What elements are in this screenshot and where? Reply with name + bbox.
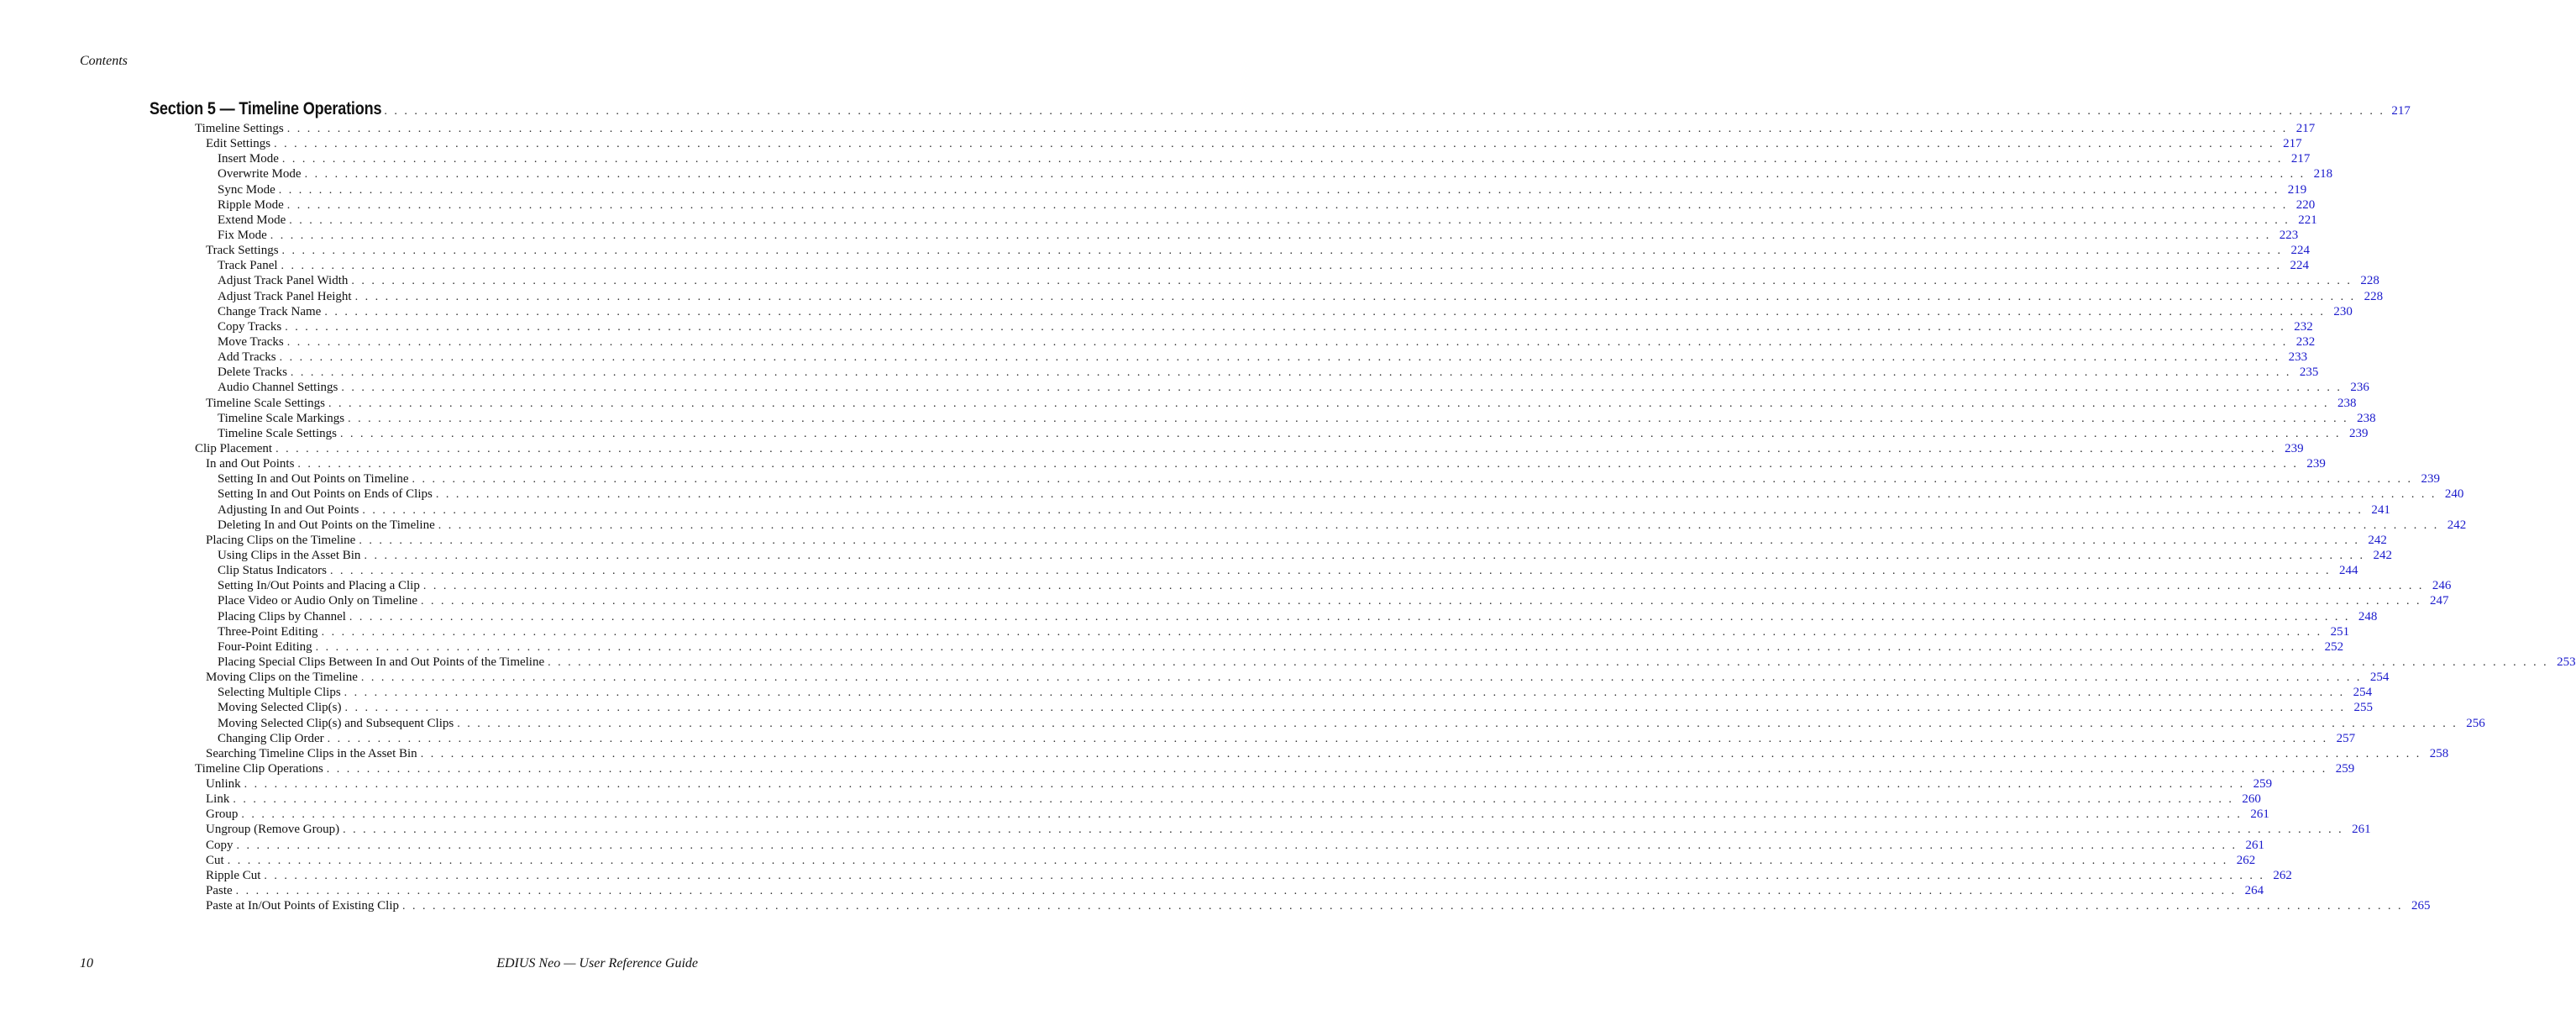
toc-entry-label: Setting In/Out Points and Placing a Clip bbox=[218, 579, 420, 593]
toc-entry[interactable] bbox=[218, 577, 2452, 593]
toc-entry-page[interactable]: 217 bbox=[2290, 152, 2311, 166]
dot-leader: . . . . . . . . . . . . . . . . . . . . . . . . . . . . . . . . . . . . . . . . . . . . . . . . . . . . . . . . . . . . . . . . . . . . . . . . . . . . . . . . . . . . . . . . . . . . . . . . . . . . . . . . . . . . . . . . . . . . . . . . . . . . . . . . . . . . . . . . . . . . . . . . . . . . . . . . . . . . . . . . . . . . . . . . . . . . . . . . . . . . . . . . . . . . . . . . . . . . . . . bbox=[402, 900, 2404, 913]
dot-leader: . . . . . . . . . . . . . . . . . . . . . . . . . . . . . . . . . . . . . . . . . . . . . . . . . . . . . . . . . . . . . . . . . . . . . . . . . . . . . . . . . . . . . . . . . . . . . . . . . . . . . . . . . . . . . . . . . . . . . . . . . . . . . . . . . . . . . . . . . . . . . . . . . . . . . . . . . . . . . . . . . . . . . . . . . . . . . . . . . . . . . . . . . . . . . . . . . . . . . . . bbox=[315, 640, 2316, 654]
toc-entry-page[interactable]: 262 bbox=[2273, 868, 2292, 882]
toc-entry[interactable] bbox=[206, 897, 2431, 913]
toc-entry-label: Moving Selected Clip(s) bbox=[218, 701, 342, 715]
toc-entry-label: Placing Clips by Channel bbox=[218, 609, 346, 623]
dot-leader: . . . . . . . . . . . . . . . . . . . . . . . . . . . . . . . . . . . . . . . . . . . . . . . . . . . . . . . . . . . . . . . . . . . . . . . . . . . . . . . . . . . . . . . . . . . . . . . . . . . . . . . . . . . . . . . . . . . . . . . . . . . . . . . . . . . . . . . . . . . . . . . . . . . . . . . . . . . . . . . . . . . . . . . . . . . . . . . . . . . . . . . . . . . . . . . . . . . . . . . bbox=[281, 260, 2282, 273]
toc-entry-page[interactable]: 257 bbox=[2336, 731, 2356, 745]
dot-leader: . . . . . . . . . . . . . . . . . . . . . . . . . . . . . . . . . . . . . . . . . . . . . . . . . . . . . . . . . . . . . . . . . . . . . . . . . . . . . . . . . . . . . . . . . . . . . . . . . . . . . . . . . . . . . . . . . . . . . . . . . . . . . . . . . . . . . . . . . . . . . . . . . . . . . . . . . . . . . . . . . . . . . . . . . . . . . . . . . . . . . . . . . . . . . . . . . . . . . . . bbox=[304, 168, 2306, 181]
toc-entry-label: Ripple Cut bbox=[206, 868, 261, 882]
toc-entry[interactable] bbox=[218, 730, 2356, 745]
toc-entry-label: Four-Point Editing bbox=[218, 639, 312, 654]
toc-entry[interactable] bbox=[218, 288, 2384, 303]
toc-entry-label: Paste at In/Out Points of Existing Clip bbox=[206, 899, 400, 913]
toc-entry-page[interactable]: 233 bbox=[2288, 350, 2308, 365]
toc-entry-page[interactable]: 235 bbox=[2299, 366, 2319, 380]
toc-entry-page[interactable]: 251 bbox=[2330, 624, 2350, 639]
toc-entry-page[interactable]: 252 bbox=[2324, 639, 2344, 654]
toc-entry-page[interactable]: 246 bbox=[2432, 579, 2452, 593]
toc-entry-page[interactable]: 238 bbox=[2337, 396, 2357, 410]
toc-entry[interactable] bbox=[218, 654, 2576, 669]
toc-entry-label: Copy bbox=[206, 838, 233, 852]
dot-leader: . . . . . . . . . . . . . . . . . . . . . . . . . . . . . . . . . . . . . . . . . . . . . . . . . . . . . . . . . . . . . . . . . . . . . . . . . . . . . . . . . . . . . . . . . . . . . . . . . . . . . . . . . . . . . . . . . . . . . . . . . . . . . . . . . . . . . . . . . . . . . . . . . . . . . . . . . . . . . . . . . . . . . . . . . . . . . . . . . . . . . . . . . . . . . . . . . . . . . . . bbox=[286, 198, 2288, 212]
dot-leader: . . . . . . . . . . . . . . . . . . . . . . . . . . . . . . . . . . . . . . . . . . . . . . . . . . . . . . . . . . . . . . . . . . . . . . . . . . . . . . . . . . . . . . . . . . . . . . . . . . . . . . . . . . . . . . . . . . . . . . . . . . . . . . . . . . . . . . . . . . . . . . . . . . . . . . . . . . . . . . . . . . . . . . . . . . . . . . . . . . . . . . . . . . . . . . . . . . . . . . . bbox=[233, 793, 2234, 807]
toc-entry-label: Overwrite Mode bbox=[218, 167, 302, 181]
toc-entry-page[interactable]: 261 bbox=[2352, 823, 2371, 837]
toc-entry-label: Setting In and Out Points on Timeline bbox=[218, 472, 409, 487]
dot-leader: . . . . . . . . . . . . . . . . . . . . . . . . . . . . . . . . . . . . . . . . . . . . . . . . . . . . . . . . . . . . . . . . . . . . . . . . . . . . . . . . . . . . . . . . . . . . . . . . . . . . . . . . . . . . . . . . . . . . . . . . . . . . . . . . . . . . . . . . . . . . . . . . . . . . . . . . . . . . . . . . . . . . . . . . . . . . . . . . . . . . . . . . . . . . . . . . . . . . . . . bbox=[354, 290, 2356, 303]
toc-entry-label: Paste bbox=[206, 884, 233, 897]
toc-entry[interactable] bbox=[206, 791, 2261, 807]
dot-leader: . . . . . . . . . . . . . . . . . . . . . . . . . . . . . . . . . . . . . . . . . . . . . . . . . . . . . . . . . . . . . . . . . . . . . . . . . . . . . . . . . . . . . . . . . . . . . . . . . . . . . . . . . . . . . . . . . . . . . . . . . . . . . . . . . . . . . . . . . . . . . . . . . . . . . . . . . . . . . . . . . . . . . . . . . . . . . . . . . . . . . . . . . . . . . . . . . . . . . . . bbox=[274, 138, 2275, 151]
toc-entry-page[interactable]: 241 bbox=[2371, 502, 2390, 517]
toc-entry-page[interactable]: 253 bbox=[2557, 655, 2576, 669]
toc-entry[interactable] bbox=[206, 669, 2390, 684]
toc-entry[interactable] bbox=[218, 364, 2319, 380]
dot-leader: . . . . . . . . . . . . . . . . . . . . . . . . . . . . . . . . . . . . . . . . . . . . . . . . . . . . . . . . . . . . . . . . . . . . . . . . . . . . . . . . . . . . . . . . . . . . . . . . . . . . . . . . . . . . . . . . . . . . . . . . . . . . . . . . . . . . . . . . . . . . . . . . . . . . . . . . . . . . . . . . . . . . . . . . . . . . . . . . . . . . . . . . . . . . . . . . . . . . . . . bbox=[421, 595, 2421, 608]
toc-entry-label: Move Tracks bbox=[218, 335, 284, 349]
toc-entry-label: Track Settings bbox=[206, 244, 279, 258]
toc-entry[interactable] bbox=[195, 440, 2304, 455]
dot-leader: . . . . . . . . . . . . . . . . . . . . . . . . . . . . . . . . . . . . . . . . . . . . . . . . . . . . . . . . . . . . . . . . . . . . . . . . . . . . . . . . . . . . . . . . . . . . . . . . . . . . . . . . . . . . . . . . . . . . . . . . . . . . . . . . . . . . . . . . . . . . . . . . . . . . . . . . . . . . . . . . . . . . . . . . . . . . . . . . . . . . . . . . . . . . . . . . . . . . . . . bbox=[422, 580, 2424, 593]
toc-entry-page[interactable]: 254 bbox=[2353, 686, 2373, 700]
toc-entry-page[interactable]: 223 bbox=[2279, 229, 2299, 242]
toc-entry[interactable] bbox=[218, 425, 2369, 440]
toc-entry[interactable] bbox=[218, 410, 2376, 425]
toc-entry[interactable] bbox=[206, 242, 2311, 258]
toc-entry-label: Ungroup (Remove Group) bbox=[206, 823, 340, 837]
toc-entry-page[interactable]: 262 bbox=[2236, 853, 2256, 867]
toc-entry-page[interactable]: 219 bbox=[2287, 182, 2307, 197]
toc-entry-label: Moving Selected Clip(s) and Subsequent Clips bbox=[218, 716, 454, 730]
toc-entry-page[interactable]: 264 bbox=[2244, 884, 2264, 897]
dot-leader: . . . . . . . . . . . . . . . . . . . . . . . . . . . . . . . . . . . . . . . . . . . . . . . . . . . . . . . . . . . . . . . . . . . . . . . . . . . . . . . . . . . . . . . . . . . . . . . . . . . . . . . . . . . . . . . . . . . . . . . . . . . . . . . . . . . . . . . . . . . . . . . . . . . . . . . . . . . . . . . . . . . . . . . . . . . . . . . . . . . . . . . . . . . . . . . . . . . . . . . bbox=[281, 245, 2283, 258]
toc-entry-label: Using Clips in the Asset Bin bbox=[218, 548, 361, 562]
toc-entry[interactable] bbox=[206, 806, 2269, 822]
toc-entry-page[interactable]: 230 bbox=[2333, 304, 2353, 318]
toc-entry-page[interactable]: 259 bbox=[2253, 777, 2273, 791]
toc-entry-page[interactable]: 218 bbox=[2313, 167, 2333, 181]
toc-entry-page[interactable]: 220 bbox=[2295, 197, 2316, 212]
toc-entry[interactable] bbox=[218, 562, 2358, 578]
toc-entry-page[interactable]: 228 bbox=[2360, 274, 2379, 288]
dot-leader: . . . . . . . . . . . . . . . . . . . . . . . . . . . . . . . . . . . . . . . . . . . . . . . . . . . . . . . . . . . . . . . . . . . . . . . . . . . . . . . . . . . . . . . . . . . . . . . . . . . . . . . . . . . . . . . . . . . . . . . . . . . . . . . . . . . . . . . . . . . . . . . . . . . . . . . . . . . . . . . . . . . . . . . . . . . . . . . . . . . . . . . . . . . . . . . . . . . . . . . bbox=[438, 518, 2439, 532]
section-heading-label: Section 5 — Timeline Operations bbox=[150, 99, 382, 118]
toc-entry[interactable] bbox=[206, 745, 2449, 760]
dot-leader: . . . . . . . . . . . . . . . . . . . . . . . . . . . . . . . . . . . . . . . . . . . . . . . . . . . . . . . . . . . . . . . . . . . . . . . . . . . . . . . . . . . . . . . . . . . . . . . . . . . . . . . . . . . . . . . . . . . . . . . . . . . . . . . . . . . . . . . . . . . . . . . . . . . . . . . . . . . . . . . . . . . . . . . . . . . . . . . . . . . . . . . . . . . . . . . . . . . . . . . bbox=[339, 427, 2341, 440]
dot-leader: . . . . . . . . . . . . . . . . . . . . . . . . . . . . . . . . . . . . . . . . . . . . . . . . . . . . . . . . . . . . . . . . . . . . . . . . . . . . . . . . . . . . . . . . . . . . . . . . . . . . . . . . . . . . . . . . . . . . . . . . . . . . . . . . . . . . . . . . . . . . . . . . . . . . . . . . . . . . . . . . . . . . . . . . . . . . . . . . . . . . . . . . . . . . . . . . . . . . . . . bbox=[244, 778, 2245, 791]
toc-entry[interactable] bbox=[206, 882, 2264, 897]
dot-leader: . . . . . . . . . . . . . . . . . . . . . . . . . . . . . . . . . . . . . . . . . . . . . . . . . . . . . . . . . . . . . . . . . . . . . . . . . . . . . . . . . . . . . . . . . . . . . . . . . . . . . . . . . . . . . . . . . . . . . . . . . . . . . . . . . . . . . . . . . . . . . . . . . . . . . . . . . . . . . . . . . . . . . . . . . . . . . . . . . . . . . . . . . . . . . . . . . . . . . . . bbox=[348, 412, 2349, 425]
toc-entry[interactable] bbox=[218, 303, 2353, 318]
page-number: 10 bbox=[80, 956, 93, 971]
dot-leader: . . . . . . . . . . . . . . . . . . . . . . . . . . . . . . . . . . . . . . . . . . . . . . . . . . . . . . . . . . . . . . . . . . . . . . . . . . . . . . . . . . . . . . . . . . . . . . . . . . . . . . . . . . . . . . . . . . . . . . . . . . . . . . . . . . . . . . . . . . . . . . . . . . . . . . . . . . . . . . . . . . . . . . . . . . . . . . . . . . . . . . . . . . . . . . . . . . . . . . . bbox=[236, 839, 2238, 852]
dot-leader: . . . . . . . . . . . . . . . . . . . . . . . . . . . . . . . . . . . . . . . . . . . . . . . . . . . . . . . . . . . . . . . . . . . . . . . . . . . . . . . . . . . . . . . . . . . . . . . . . . . . . . . . . . . . . . . . . . . . . . . . . . . . . . . . . . . . . . . . . . . . . . . . . . . . . . . . . . . . . . . . . . . . . . . . . . . . . . . . . . . . . . . . . . . . . . . . . . . . . . . bbox=[278, 183, 2280, 197]
toc-entry[interactable] bbox=[195, 120, 2316, 135]
toc-entry-page[interactable]: 232 bbox=[2294, 319, 2313, 334]
dot-leader: . . . . . . . . . . . . . . . . . . . . . . . . . . . . . . . . . . . . . . . . . . . . . . . . . . . . . . . . . . . . . . . . . . . . . . . . . . . . . . . . . . . . . . . . . . . . . . . . . . . . . . . . . . . . . . . . . . . . . . . . . . . . . . . . . . . . . . . . . . . . . . . . . . . . . . . . . . . . . . . . . . . . . . . . . . . . . . . . . . . . . . . . . . . . . . . . . . . . . . . bbox=[270, 229, 2271, 242]
toc-entry-label: Add Tracks bbox=[218, 350, 276, 365]
toc-entry-label: Adjust Track Panel Height bbox=[218, 289, 352, 303]
section-heading-page[interactable]: 217 bbox=[2391, 104, 2411, 118]
dot-leader: . . . . . . . . . . . . . . . . . . . . . . . . . . . . . . . . . . . . . . . . . . . . . . . . . . . . . . . . . . . . . . . . . . . . . . . . . . . . . . . . . . . . . . . . . . . . . . . . . . . . . . . . . . . . . . . . . . . . . . . . . . . . . . . . . . . . . . . . . . . . . . . . . . . . . . . . . . . . . . . . . . . . . . . . . . . . . . . . . . . . . . . . . . . . . . . . . . . . . . . bbox=[286, 336, 2288, 349]
toc-entry[interactable] bbox=[206, 135, 2302, 151]
toc-entry-label: Sync Mode bbox=[218, 182, 275, 197]
toc-entry-page[interactable]: 224 bbox=[2290, 259, 2310, 273]
dot-leader: . . . . . . . . . . . . . . . . . . . . . . . . . . . . . . . . . . . . . . . . . . . . . . . . . . . . . . . . . . . . . . . . . . . . . . . . . . . . . . . . . . . . . . . . . . . . . . . . . . . . . . . . . . . . . . . . . . . . . . . . . . . . . . . . . . . . . . . . . . . . . . . . . . . . . . . . . . . . . . . . . . . . . . . . . . . . . . . . . . . . . . . . . . . . . . . . . . . . . . . bbox=[412, 473, 2413, 487]
toc-entry-page[interactable]: 236 bbox=[2350, 381, 2369, 395]
toc-entry-page[interactable]: 244 bbox=[2339, 564, 2358, 578]
toc-entry-label: Setting In and Out Points on Ends of Clips bbox=[218, 487, 433, 502]
toc-entry-label: Adjusting In and Out Points bbox=[218, 502, 359, 517]
dot-leader: . . . . . . . . . . . . . . . . . . . . . . . . . . . . . . . . . . . . . . . . . . . . . . . . . . . . . . . . . . . . . . . . . . . . . . . . . . . . . . . . . . . . . . . . . . . . . . . . . . . . . . . . . . . . . . . . . . . . . . . . . . . . . . . . . . . . . . . . . . . . . . . . . . . . . . . . . . . . . . . . . . . . . . . . . . . . . . . . . . . . . . . . . . . . . . . . . . . . . . . bbox=[343, 823, 2344, 837]
toc-entry-label: Link bbox=[206, 792, 230, 807]
toc-entry[interactable] bbox=[218, 517, 2467, 532]
toc-entry[interactable] bbox=[218, 547, 2392, 562]
toc-entry-label: In and Out Points bbox=[206, 457, 295, 471]
dot-leader: . . . . . . . . . . . . . . . . . . . . . . . . . . . . . . . . . . . . . . . . . . . . . . . . . . . . . . . . . . . . . . . . . . . . . . . . . . . . . . . . . . . . . . . . . . . . . . . . . . . . . . . . . . . . . . . . . . . . . . . . . . . . . . . . . . . . . . . . . . . . . . . . . . . . . . . . . . . . . . . . . . . . . . . . . . . . . . . . . . . . . . . . . . . . . . . . . . . . . . . bbox=[344, 702, 2346, 715]
dot-leader: . . . . . . . . . . . . . . . . . . . . . . . . . . . . . . . . . . . . . . . . . . . . . . . . . . . . . . . . . . . . . . . . . . . . . . . . . . . . . . . . . . . . . . . . . . . . . . . . . . . . . . . . . . . . . . . . . . . . . . . . . . . . . . . . . . . . . . . . . . . . . . . . . . . . . . . . . . . . . . . . . . . . . . . . . . . . . . . . . . . . . . . . . . . . . . . . . . . . . . . bbox=[435, 488, 2437, 502]
toc-entry[interactable] bbox=[218, 349, 2308, 365]
toc-entry-label: Edit Settings bbox=[206, 137, 271, 151]
toc-entry-label: Timeline Scale Settings bbox=[218, 426, 337, 440]
toc-entry[interactable] bbox=[218, 608, 2378, 623]
dot-leader: . . . . . . . . . . . . . . . . . . . . . . . . . . . . . . . . . . . . . . . . . . . . . . . . . . . . . . . . . . . . . . . . . . . . . . . . . . . . . . . . . . . . . . . . . . . . . . . . . . . . . . . . . . . . . . . . . . . . . . . . . . . . . . . . . . . . . . . . . . . . . . . . . . . . . . . . . . . . . . . . . . . . . . . . . . . . . . . . . . . . . . . . . . . . . . . . . . . . . . . bbox=[359, 534, 2360, 547]
toc-entry[interactable] bbox=[218, 212, 2317, 227]
toc-entry-label: Unlink bbox=[206, 777, 241, 791]
toc-entry[interactable] bbox=[195, 760, 2355, 776]
toc-entry-label: Three-Point Editing bbox=[218, 624, 318, 639]
dot-leader: . . . . . . . . . . . . . . . . . . . . . . . . . . . . . . . . . . . . . . . . . . . . . . . . . . . . . . . . . . . . . . . . . . . . . . . . . . . . . . . . . . . . . . . . . . . . . . . . . . . . . . . . . . . . . . . . . . . . . . . . . . . . . . . . . . . . . . . . . . . . . . . . . . . . . . . . . . . . . . . . . . . . . . . . . . . . . . . . . . . . . . . . . . . . . . . . . . . . . . . bbox=[279, 351, 2280, 365]
toc-entry[interactable] bbox=[206, 776, 2273, 791]
toc-entry-label: Searching Timeline Clips in the Asset Bin bbox=[206, 746, 417, 760]
toc-entry[interactable] bbox=[218, 592, 2449, 608]
running-head: Contents bbox=[80, 54, 128, 68]
dot-leader: . . . . . . . . . . . . . . . . . . . . . . . . . . . . . . . . . . . . . . . . . . . . . . . . . . . . . . . . . . . . . . . . . . . . . . . . . . . . . . . . . . . . . . . . . . . . . . . . . . . . . . . . . . . . . . . . . . . . . . . . . . . . . . . . . . . . . . . . . . . . . . . . . . . . . . . . . . . . . . . . . . . . . . . . . . . . . . . . . . . . . . . . . . . . . . . . . . . . . . . bbox=[351, 275, 2353, 288]
dot-leader: . . . . . . . . . . . . . . . . . . . . . . . . . . . . . . . . . . . . . . . . . . . . . . . . . . . . . . . . . . . . . . . . . . . . . . . . . . . . . . . . . . . . . . . . . . . . . . . . . . . . . . . . . . . . . . . . . . . . . . . . . . . . . . . . . . . . . . . . . . . . . . . . . . . . . . . . . . . . . . . . . . . . . . . . . . . . . . . . . . . . . . . . . . . . . . . . . . . . . . . bbox=[341, 381, 2343, 395]
toc-entry-page[interactable]: 239 bbox=[2285, 441, 2304, 455]
toc-entry[interactable] bbox=[206, 867, 2292, 882]
toc-entry-label: Place Video or Audio Only on Timeline bbox=[218, 594, 417, 608]
toc-entry[interactable] bbox=[206, 837, 2265, 852]
dot-leader: . . . . . . . . . . . . . . . . . . . . . . . . . . . . . . . . . . . . . . . . . . . . . . . . . . . . . . . . . . . . . . . . . . . . . . . . . . . . . . . . . . . . . . . . . . . . . . . . . . . . . . . . . . . . . . . . . . . . . . . . . . . . . . . . . . . . . . . . . . . . . . . . . . . . . . . . . . . . . . . . . . . . . . . . . . . . . . . . . . . . . . . . . . . . . . . . . . . . . . . bbox=[457, 717, 2458, 730]
toc-entry-label: Adjust Track Panel Width bbox=[218, 274, 349, 288]
toc-entry-page[interactable]: 247 bbox=[2430, 594, 2449, 608]
toc-entry-label: Timeline Settings bbox=[195, 122, 284, 135]
toc-entry-label: Clip Placement bbox=[195, 441, 273, 455]
dot-leader: . . . . . . . . . . . . . . . . . . . . . . . . . . . . . . . . . . . . . . . . . . . . . . . . . . . . . . . . . . . . . . . . . . . . . . . . . . . . . . . . . . . . . . . . . . . . . . . . . . . . . . . . . . . . . . . . . . . . . . . . . . . . . . . . . . . . . . . . . . . . . . . . . . . . . . . . . . . . . . . . . . . . . . . . . . . . . . . . . . . . . . . . . . . . . . . . . . . . . . . bbox=[285, 320, 2286, 334]
dot-leader: . . . . . . . . . . . . . . . . . . . . . . . . . . . . . . . . . . . . . . . . . . . . . . . . . . . . . . . . . . . . . . . . . . . . . . . . . . . . . . . . . . . . . . . . . . . . . . . . . . . . . . . . . . . . . . . . . . . . . . . . . . . . . . . . . . . . . . . . . . . . . . . . . . . . . . . . . . . . . . . . . . . . . . . . . . . . . . . . . . . . . . . . . . . . . . . . . . . . . . . bbox=[360, 671, 2362, 684]
toc-entry-page[interactable]: 217 bbox=[2295, 122, 2316, 135]
toc-entry-label: Delete Tracks bbox=[218, 366, 287, 380]
dot-leader: . . . . . . . . . . . . . . . . . . . . . . . . . . . . . . . . . . . . . . . . . . . . . . . . . . . . . . . . . . . . . . . . . . . . . . . . . . . . . . . . . . . . . . . . . . . . . . . . . . . . . . . . . . . . . . . . . . . . . . . . . . . . . . . . . . . . . . . . . . . . . . . . . . . . . . . . . . . . . . . . . . . . . . . . . . . . . . . . . . . . . . . . . . . . . . . . . . . . . . . bbox=[326, 762, 2327, 776]
dot-leader: . . . . . . . . . . . . . . . . . . . . . . . . . . . . . . . . . . . . . . . . . . . . . . . . . . . . . . . . . . . . . . . . . . . . . . . . . . . . . . . . . . . . . . . . . . . . . . . . . . . . . . . . . . . . . . . . . . . . . . . . . . . . . . . . . . . . . . . . . . . . . . . . . . . . . . . . . . . . . . . . . . . . . . . . . . . . . . . . . . . . . . . . . . . . . . . . . . . . . . . bbox=[328, 397, 2329, 410]
toc-entry-page[interactable]: 239 bbox=[2348, 426, 2369, 440]
dot-leader: . . . . . . . . . . . . . . . . . . . . . . . . . . . . . . . . . . . . . . . . . . . . . . . . . . . . . . . . . . . . . . . . . . . . . . . . . . . . . . . . . . . . . . . . . . . . . . . . . . . . . . . . . . . . . . . . . . . . . . . . . . . . . . . . . . . . . . . . . . . . . . . . . . . . . . . . . . . . . . . . . . . . . . . . . . . . . . . . . . . . . . . . . . . . . . . . . . . . . . . bbox=[344, 686, 2345, 700]
toc-entry-page[interactable]: 261 bbox=[2245, 838, 2265, 852]
toc-entry[interactable] bbox=[218, 486, 2464, 502]
toc-entry-label: Cut bbox=[206, 853, 224, 867]
toc-entry-page[interactable]: 224 bbox=[2290, 244, 2311, 258]
dot-leader: . . . . . . . . . . . . . . . . . . . . . . . . . . . . . . . . . . . . . . . . . . . . . . . . . . . . . . . . . . . . . . . . . . . . . . . . . . . . . . . . . . . . . . . . . . . . . . . . . . . . . . . . . . . . . . . . . . . . . . . . . . . . . . . . . . . . . . . . . . . . . . . . . . . . . . . . . . . . . . . . . . . . . . . . . . . . . . . . . . . . . . . . . . . . . . . . . . . . . . . bbox=[297, 458, 2299, 471]
toc-entry[interactable] bbox=[218, 318, 2313, 334]
toc-entry-page[interactable]: 261 bbox=[2250, 807, 2269, 822]
section-heading[interactable] bbox=[150, 94, 2411, 118]
dot-leader: . . . . . . . . . . . . . . . . . . . . . . . . . . . . . . . . . . . . . . . . . . . . . . . . . . . . . . . . . . . . . . . . . . . . . . . . . . . . . . . . . . . . . . . . . . . . . . . . . . . . . . . . . . . . . . . . . . . . . . . . . . . . . . . . . . . . . . . . . . . . . . . . . . . . . . . . . . . . . . . . . . . . . . . . . . . . . . . . . . . . . . . . . . . . . . . . . . . . . . . bbox=[324, 305, 2326, 318]
toc-entry-label: Moving Clips on the Timeline bbox=[206, 671, 358, 684]
dot-leader: . . . . . . . . . . . . . . . . . . . . . . . . . . . . . . . . . . . . . . . . . . . . . . . . . . . . . . . . . . . . . . . . . . . . . . . . . . . . . . . . . . . . . . . . . . . . . . . . . . . . . . . . . . . . . . . . . . . . . . . . . . . . . . . . . . . . . . . . . . . . . . . . . . . . . . . . . . . . . . . . . . . . . . . . . . . . . . . . . . . . . . . . . . . . . . . . . . . . . . . bbox=[275, 442, 2277, 455]
toc-entry-label: Insert Mode bbox=[218, 152, 279, 166]
toc-entry-page[interactable]: 228 bbox=[2364, 289, 2384, 303]
dot-leader: . . . . . . . . . . . . . . . . . . . . . . . . . . . . . . . . . . . . . . . . . . . . . . . . . . . . . . . . . . . . . . . . . . . . . . . . . . . . . . . . . . . . . . . . . . . . . . . . . . . . . . . . . . . . . . . . . . . . . . . . . . . . . . . . . . . . . . . . . . . . . . . . . . . . . . . . . . . . . . . . . . . . . . . . . . . . . . . . . . . . . . . . . . . . . . . . . . . . . . . bbox=[362, 503, 2364, 517]
toc-entry-page[interactable]: 239 bbox=[2421, 472, 2441, 487]
dot-leader: . . . . . . . . . . . . . . . . . . . . . . . . . . . . . . . . . . . . . . . . . . . . . . . . . . . . . . . . . . . . . . . . . . . . . . . . . . . . . . . . . . . . . . . . . . . . . . . . . . . . . . . . . . . . . . . . . . . . . . . . . . . . . . . . . . . . . . . . . . . . . . . . . . . . . . . . . . . . . . . . . . . . . . . . . . . . . . . . . . . . . . . . . . . . . . . . . . . . . . . bbox=[235, 885, 2237, 897]
toc-entry[interactable] bbox=[218, 334, 2316, 349]
toc-entry-label: Ripple Mode bbox=[218, 197, 284, 212]
dot-leader: . . . . . . . . . . . . . . . . . . . . . . . . . . . . . . . . . . . . . . . . . . . . . . . . . . . . . . . . . . . . . . . . . . . . . . . . . . . . . . . . . . . . . . . . . . . . . . . . . . . . . . . . . . . . . . . . . . . . . . . . . . . . . . . . . . . . . . . . . . . . . . . . . . . . . . . . . . . . . . . . . . . . . . . . . . . . . . . . . . . . . . . . . . . . . . . . . . . . . . . bbox=[327, 732, 2328, 745]
toc-entry[interactable] bbox=[218, 639, 2344, 654]
toc-entry[interactable] bbox=[218, 227, 2299, 242]
toc-entry-page[interactable]: 256 bbox=[2466, 716, 2485, 730]
footer-title: EDIUS Neo — User Reference Guide bbox=[496, 956, 698, 971]
toc-entry[interactable] bbox=[218, 166, 2333, 181]
toc-entry[interactable] bbox=[206, 455, 2326, 471]
toc-entry[interactable] bbox=[218, 715, 2485, 730]
toc-entry-label: Placing Special Clips Between In and Out Points of the Timeline bbox=[218, 655, 545, 669]
toc-entry-page[interactable]: 255 bbox=[2353, 701, 2373, 715]
dot-leader: . . . . . . . . . . . . . . . . . . . . . . . . . . . . . . . . . . . . . . . . . . . . . . . . . . . . . . . . . . . . . . . . . . . . . . . . . . . . . . . . . . . . . . . . . . . . . . . . . . . . . . . . . . . . . . . . . . . . . . . . . . . . . . . . . . . . . . . . . . . . . . . . . . . . . . . . . . . . . . . . . . . . . . . . . . . . . . . . . . . . . . . . . . . . . . . . . . . . . . . bbox=[349, 610, 2350, 623]
toc-entry-label: Track Panel bbox=[218, 259, 278, 273]
dot-leader: . . . . . . . . . . . . . . . . . . . . . . . . . . . . . . . . . . . . . . . . . . . . . . . . . . . . . . . . . . . . . . . . . . . . . . . . . . . . . . . . . . . . . . . . . . . . . . . . . . . . . . . . . . . . . . . . . . . . . . . . . . . . . . . . . . . . . . . . . . . . . . . . . . . . . . . . . . . . . . . . . . . . . . . . . . . . . . . . . . . . . . . . . . . . . . . . . . . . . . . bbox=[289, 213, 2290, 227]
dot-leader: . . . . . . . . . . . . . . . . . . . . . . . . . . . . . . . . . . . . . . . . . . . . . . . . . . . . . . . . . . . . . . . . . . . . . . . . . . . . . . . . . . . . . . . . . . . . . . . . . . . . . . . . . . . . . . . . . . . . . . . . . . . . . . . . . . . . . . . . . . . . . . . . . . . . . . . . . . . . . . . . . . . . . . . . . . . . . . . . . . . . . . . . . . . . . . . . . . . . . . . bbox=[321, 625, 2322, 639]
toc-entry[interactable] bbox=[218, 272, 2379, 288]
dot-leader: . . . . . . . . . . . . . . . . . . . . . . . . . . . . . . . . . . . . . . . . . . . . . . . . . . . . . . . . . . . . . . . . . . . . . . . . . . . . . . . . . . . . . . . . . . . . . . . . . . . . . . . . . . . . . . . . . . . . . . . . . . . . . . . . . . . . . . . . . . . . . . . . . . . . . . . . . . . . . . . . . . . . . . . . . . . . . . . . . . . . . . . . . . . . . . . . . . . . . . . bbox=[548, 655, 2549, 669]
toc-entry[interactable] bbox=[218, 197, 2316, 212]
toc-entry-page[interactable]: 265 bbox=[2411, 899, 2431, 913]
dot-leader: . . . . . . . . . . . . . . . . . . . . . . . . . . . . . . . . . . . . . . . . . . . . . . . . . . . . . . . . . . . . . . . . . . . . . . . . . . . . . . . . . . . . . . . . . . . . . . . . . . . . . . . . . . . . . . . . . . . . . . . . . . . . . . . . . . . . . . . . . . . . . . . . . . . . . . . . . . . . . . . . . . . . . . . . . . . . . . . . . . . . . . . . . . . . . . . . . . . . . . . bbox=[290, 366, 2291, 380]
toc-entry-page[interactable]: 242 bbox=[2368, 533, 2387, 547]
toc-entry[interactable] bbox=[206, 532, 2387, 547]
toc-entry-page[interactable]: 248 bbox=[2358, 609, 2378, 623]
toc-entry-label: Copy Tracks bbox=[218, 319, 282, 334]
toc-entry-page[interactable]: 242 bbox=[2373, 548, 2392, 562]
toc-entry-page[interactable]: 221 bbox=[2298, 213, 2317, 227]
toc-entry-page[interactable]: 232 bbox=[2295, 335, 2316, 349]
dot-leader: . . . . . . . . . . . . . . . . . . . . . . . . . . . . . . . . . . . . . . . . . . . . . . . . . . . . . . . . . . . . . . . . . . . . . . . . . . . . . . . . . . . . . . . . . . . . . . . . . . . . . . . . . . . . . . . . . . . . . . . . . . . . . . . . . . . . . . . . . . . . . . . . . . . . . . . . . . . . . . . . . . . . . . . . . . . . . . . . . . . . . . . . . . . . . . . . . . . . . . . bbox=[264, 869, 2265, 882]
dot-leader: . . . . . . . . . . . . . . . . . . . . . . . . . . . . . . . . . . . . . . . . . . . . . . . . . . . . . . . . . . . . . . . . . . . . . . . . . . . . . . . . . . . . . . . . . . . . . . . . . . . . . . . . . . . . . . . . . . . . . . . . . . . . . . . . . . . . . . . . . . . . . . . . . . . . . . . . . . . . . . . . . . . . . . . . . . . . . . . . . . . . . . . . . . . . . . . . . . . . . . . bbox=[420, 747, 2421, 760]
toc-entry-label: Selecting Multiple Clips bbox=[218, 686, 341, 700]
dot-leader: . . . . . . . . . . . . . . . . . . . . . . . . . . . . . . . . . . . . . . . . . . . . . . . . . . . . . . . . . . . . . . . . . . . . . . . . . . . . . . . . . . . . . . . . . . . . . . . . . . . . . . . . . . . . . . . . . . . . . . . . . . . . . . . . . . . . . . . . . . . . . . . . . . . . . . . . . . . . . . . . . . . . . . . . . . . . . . . . . . . . . . . . . . . . . . . . . . . . . . . bbox=[330, 565, 2331, 578]
toc-entry-label: Fix Mode bbox=[218, 229, 267, 242]
toc-entry[interactable] bbox=[218, 699, 2373, 715]
toc-entry[interactable] bbox=[218, 379, 2369, 395]
toc-entry[interactable] bbox=[218, 150, 2311, 166]
toc-entry-label: Audio Channel Settings bbox=[218, 381, 338, 395]
toc-entry[interactable] bbox=[218, 257, 2310, 273]
toc-entry-page[interactable]: 217 bbox=[2283, 137, 2302, 151]
toc-entry-label: Timeline Scale Settings bbox=[206, 396, 325, 410]
toc-entry-page[interactable]: 240 bbox=[2444, 487, 2464, 502]
toc-entry[interactable] bbox=[206, 395, 2357, 410]
toc-entry-page[interactable]: 242 bbox=[2447, 518, 2467, 532]
toc-entry-label: Group bbox=[206, 807, 239, 822]
toc-entry-label: Placing Clips on the Timeline bbox=[206, 533, 356, 547]
toc-entry-page[interactable]: 259 bbox=[2335, 761, 2355, 776]
toc-entry[interactable] bbox=[218, 471, 2441, 487]
toc-entry-label: Changing Clip Order bbox=[218, 731, 324, 745]
toc-entry[interactable] bbox=[218, 623, 2350, 639]
toc-entry-label: Deleting In and Out Points on the Timeline bbox=[218, 518, 435, 532]
toc-entry-label: Timeline Scale Markings bbox=[218, 411, 345, 425]
dot-leader: . . . . . . . . . . . . . . . . . . . . . . . . . . . . . . . . . . . . . . . . . . . . . . . . . . . . . . . . . . . . . . . . . . . . . . . . . . . . . . . . . . . . . . . . . . . . . . . . . . . . . . . . . . . . . . . . . . . . . . . . . . . . . . . . . . . . . . . . . . . . . . . . . . . . . . . . . . . . . . . . . . . . . . . . . . . . . . . . . . . . . . . . . . . . . . . . . . . . . . . bbox=[364, 549, 2365, 562]
dot-leader: . . . . . . . . . . . . . . . . . . . . . . . . . . . . . . . . . . . . . . . . . . . . . . . . . . . . . . . . . . . . . . . . . . . . . . . . . . . . . . . . . . . . . . . . . . . . . . . . . . . . . . . . . . . . . . . . . . . . . . . . . . . . . . . . . . . . . . . . . . . . . . . . . . . . . . . . . . . . . . . . . . . . . . . . . . . . . . . . . . . . . . . . . . . . . . . . . . . . . . . bbox=[286, 123, 2288, 135]
toc-entry-page[interactable]: 254 bbox=[2369, 671, 2390, 684]
toc-entry[interactable] bbox=[218, 684, 2373, 700]
toc-entry-label: Extend Mode bbox=[218, 213, 286, 227]
dot-leader: . . . . . . . . . . . . . . . . . . . . . . . . . . . . . . . . . . . . . . . . . . . . . . . . . . . . . . . . . . . . . . . . . . . . . . . . . . . . . . . . . . . . . . . . . . . . . . . . . . . . . . . . . . . . . . . . . . . . . . . . . . . . . . . . . . . . . . . . . . . . . . . . . . . . . . . . . . . . . . . . . . . . . . . . . . . . . . . . . . . . . . . . . . . . . . . . . . . . . . . bbox=[241, 808, 2243, 822]
toc-entry-page[interactable]: 258 bbox=[2429, 746, 2449, 760]
dot-leader: . . . . . . . . . . . . . . . . . . . . . . . . . . . . . . . . . . . . . . . . . . . . . . . . . . . . . . . . . . . . . . . . . . . . . . . . . . . . . . . . . . . . . . . . . . . . . . . . . . . . . . . . . . . . . . . . . . . . . . . . . . . . . . . . . . . . . . . . . . . . . . . . . . . . . . . . . . . . . . . . . . . . . . . . . . . . . . . . . . . . . . . . . . . . . . . . . . . . . . . bbox=[227, 854, 2228, 867]
toc-entry-label: Change Track Name bbox=[218, 304, 322, 318]
toc-entry-label: Clip Status Indicators bbox=[218, 564, 327, 578]
toc-entry-page[interactable]: 260 bbox=[2242, 792, 2261, 807]
toc-entry-label: Timeline Clip Operations bbox=[195, 761, 323, 776]
toc-entry[interactable] bbox=[206, 852, 2256, 867]
toc-entry-page[interactable]: 239 bbox=[2306, 457, 2326, 471]
dot-leader: . . . . . . . . . . . . . . . . . . . . . . . . . . . . . . . . . . . . . . . . . . . . . . . . . . . . . . . . . . . . . . . . . . . . . . . . . . . . . . . . . . . . . . . . . . . . . . . . . . . . . . . . . . . . . . . . . . . . . . . . . . . . . . . . . . . . . . . . . . . . . . . . . . . . . . . . . . . . . . . . . . . . . . . . . . . . . . . . . . . . . . . . . . . . . . . . . . . . . . . bbox=[384, 105, 2385, 118]
dot-leader: . . . . . . . . . . . . . . . . . . . . . . . . . . . . . . . . . . . . . . . . . . . . . . . . . . . . . . . . . . . . . . . . . . . . . . . . . . . . . . . . . . . . . . . . . . . . . . . . . . . . . . . . . . . . . . . . . . . . . . . . . . . . . . . . . . . . . . . . . . . . . . . . . . . . . . . . . . . . . . . . . . . . . . . . . . . . . . . . . . . . . . . . . . . . . . . . . . . . . . . bbox=[281, 153, 2283, 166]
toc-entry[interactable] bbox=[218, 502, 2390, 517]
toc-entry-page[interactable]: 238 bbox=[2357, 411, 2376, 425]
toc-entry[interactable] bbox=[206, 821, 2371, 837]
toc-entry[interactable] bbox=[218, 181, 2307, 197]
